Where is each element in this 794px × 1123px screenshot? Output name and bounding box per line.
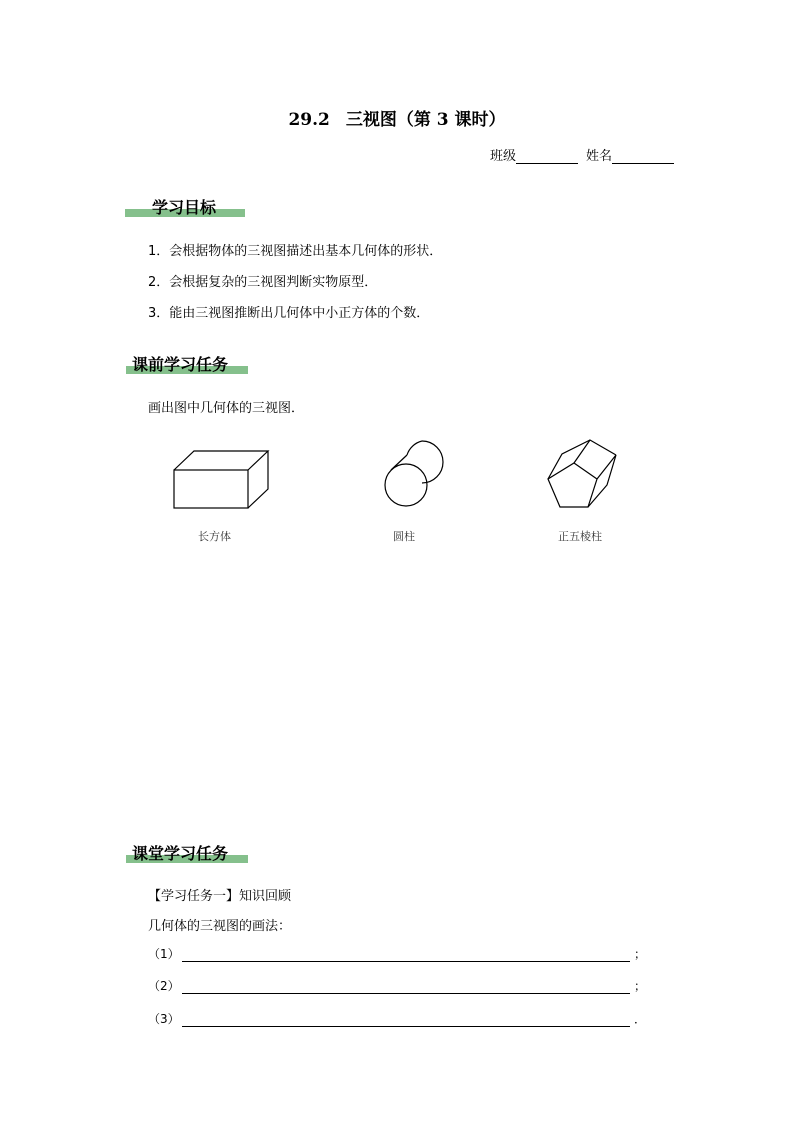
task1-label: 【学习任务一】知识回顾 — [148, 889, 292, 904]
section-pre-task-heading: 课前学习任务 — [132, 352, 228, 375]
name-label: 姓名 — [585, 149, 612, 164]
blank-row-1: （1） ； — [148, 947, 647, 961]
title-text: 三视图（第 3 课时） — [345, 110, 506, 130]
title-number: 29.2 — [288, 110, 330, 130]
name-blank[interactable] — [612, 149, 674, 164]
answer-blank-2[interactable] — [182, 979, 630, 994]
task1-prompt: 几何体的三视图的画法： — [148, 919, 292, 934]
section-goals-heading: 学习目标 — [152, 195, 216, 218]
pentagonal-prism-figure — [544, 436, 624, 512]
blank-row-3: （3） ． — [148, 1012, 647, 1026]
goal-item-3: 3．能由三视图推断出几何体中小正方体的个数． — [148, 306, 430, 321]
caption-cylinder: 圆柱 — [393, 530, 415, 543]
goal-item-1: 1．会根据物体的三视图描述出基本几何体的形状． — [148, 244, 443, 259]
cylinder-figure — [382, 436, 458, 510]
goal-item-2: 2．会根据复杂的三视图判断实物原型． — [148, 275, 378, 290]
caption-cuboid: 长方体 — [198, 530, 231, 543]
cuboid-figure — [170, 448, 274, 514]
answer-blank-3[interactable] — [182, 1012, 630, 1027]
student-info — [490, 145, 674, 164]
class-label: 班级 — [489, 149, 516, 164]
answer-blank-1[interactable] — [182, 947, 630, 962]
class-blank[interactable] — [516, 149, 578, 164]
section-class-task-heading: 课堂学习任务 — [132, 841, 228, 864]
page-title — [0, 105, 794, 130]
caption-prism: 正五棱柱 — [558, 530, 602, 543]
blank-row-2: （2） ； — [148, 979, 647, 993]
pre-task-instruction: 画出图中几何体的三视图． — [148, 401, 305, 416]
